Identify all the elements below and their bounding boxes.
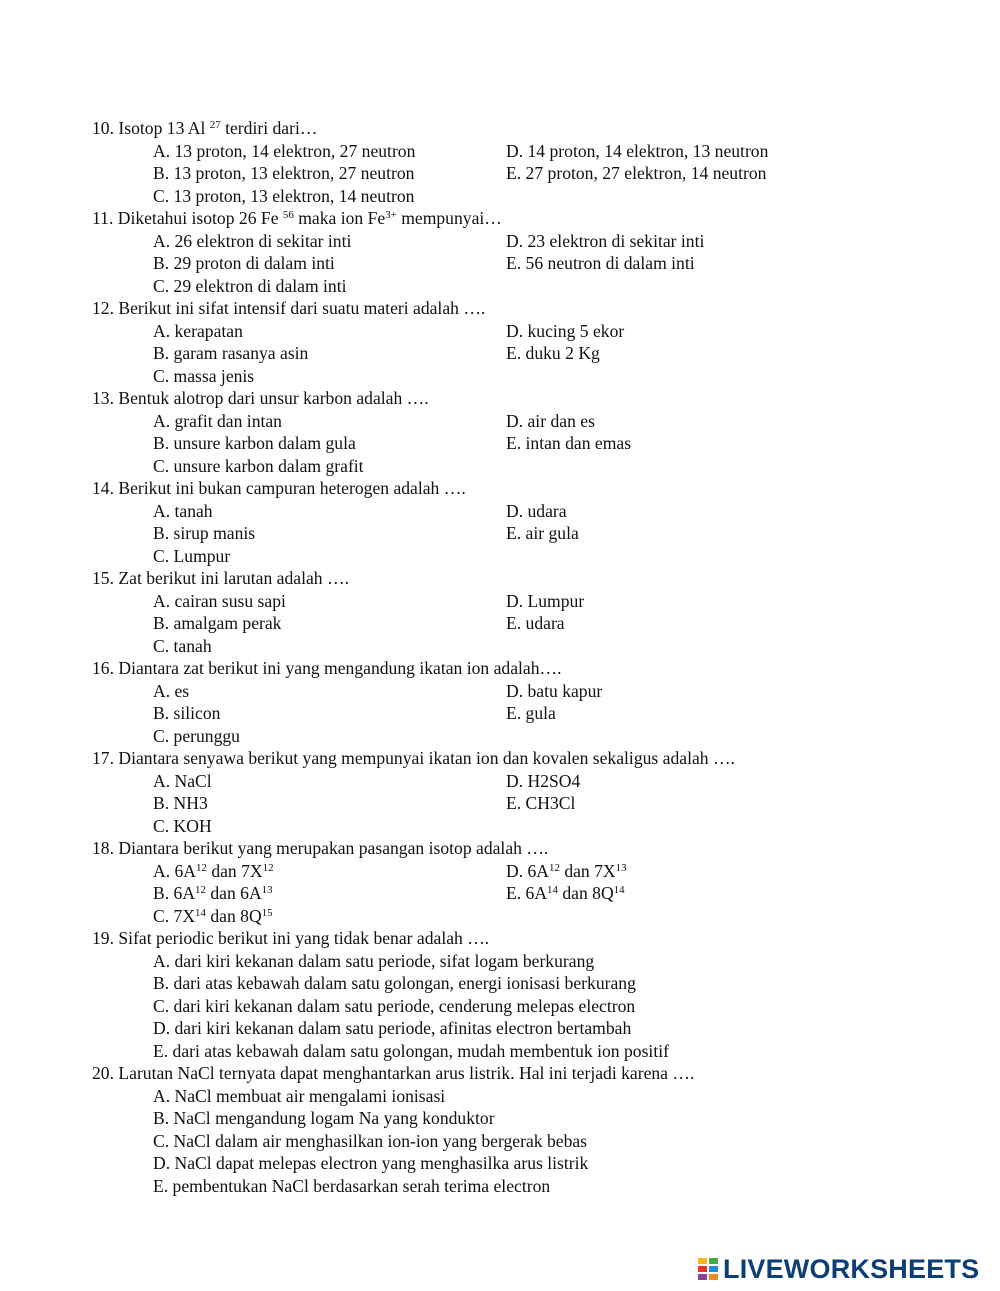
text-segment: D. Lumpur: [506, 590, 585, 611]
answer-option[interactable]: [506, 522, 579, 545]
answer-option[interactable]: [506, 342, 600, 365]
option-row: [0, 635, 1000, 658]
answer-option[interactable]: [506, 702, 556, 725]
option-row: [0, 365, 1000, 388]
option-row: [0, 860, 1000, 883]
liveworksheets-logo-icon: [697, 1257, 719, 1281]
answer-option[interactable]: [0, 252, 506, 275]
text-segment: D. H2SO4: [506, 770, 581, 791]
text-segment: 11. Diketahui isotop 26 Fe: [92, 208, 283, 228]
answer-option[interactable]: [0, 432, 506, 455]
superscript: 3+: [385, 209, 397, 221]
text-segment: 15. Zat berikut ini larutan adalah ….: [92, 568, 349, 588]
option-row: [0, 320, 1000, 343]
text-segment: 20. Larutan NaCl ternyata dapat menghantarkan arus listrik. Hal ini terjadi karena ….: [92, 1063, 695, 1083]
answer-option[interactable]: [0, 860, 506, 883]
text-segment: D. 6A: [506, 860, 550, 881]
option-row: [0, 905, 1000, 928]
option-row: [0, 522, 1000, 545]
answer-option[interactable]: [506, 410, 595, 433]
logo-square: [697, 1257, 708, 1265]
option-row: [0, 455, 1000, 478]
answer-option[interactable]: [506, 770, 580, 793]
superscript: 14: [195, 906, 206, 919]
text-segment: B. 6A: [153, 883, 196, 903]
answer-option[interactable]: [506, 252, 695, 275]
superscript: 14: [613, 884, 625, 896]
answer-option[interactable]: [506, 162, 766, 185]
text-segment: C. tanah: [153, 635, 212, 656]
text-segment: E. duku 2 Kg: [506, 343, 600, 363]
answer-option[interactable]: [506, 590, 584, 613]
option-row: [0, 252, 1000, 275]
text-segment: A. grafit dan intan: [153, 410, 282, 431]
question-block: [0, 567, 1000, 657]
logo-square: [708, 1273, 719, 1281]
answer-option[interactable]: [0, 185, 506, 208]
logo-square: [708, 1257, 719, 1265]
text-segment: E. dari atas kebawah dalam satu golongan, mudah membentuk ion positif: [153, 1040, 669, 1061]
text-segment: B. 13 proton, 13 elektron, 27 neutron: [153, 163, 415, 183]
answer-option[interactable]: [0, 792, 506, 815]
answer-option[interactable]: [506, 882, 625, 905]
answer-option[interactable]: [506, 320, 624, 343]
superscript: 27: [209, 119, 221, 131]
option-row: [0, 882, 1000, 905]
text-segment: maka ion Fe: [293, 208, 386, 228]
answer-option[interactable]: [0, 815, 506, 838]
text-segment: E. gula: [506, 703, 556, 723]
text-segment: dan 7X: [206, 860, 263, 881]
answer-option[interactable]: [506, 680, 602, 703]
text-segment: A. 6A: [153, 860, 197, 881]
answer-option[interactable]: [0, 365, 506, 388]
text-segment: 10. Isotop 13 Al: [92, 118, 210, 138]
answer-option[interactable]: [0, 972, 1000, 995]
answer-option[interactable]: [506, 792, 575, 815]
text-segment: A. NaCl: [153, 770, 212, 791]
answer-option[interactable]: [0, 905, 506, 928]
question-block: [0, 927, 1000, 1062]
question-block: [0, 207, 1000, 297]
text-segment: E. pembentukan NaCl berdasarkan serah terima electron: [153, 1175, 551, 1196]
option-row: [0, 590, 1000, 613]
logo-square: [697, 1273, 708, 1281]
superscript: 12: [549, 861, 560, 874]
answer-option[interactable]: [0, 342, 506, 365]
text-segment: D. 23 elektron di sekitar inti: [506, 230, 705, 251]
option-row: [0, 342, 1000, 365]
answer-option[interactable]: [0, 725, 506, 748]
option-row: [0, 230, 1000, 253]
option-row: [0, 500, 1000, 523]
text-segment: A. dari kiri kekanan dalam satu periode, sifat logam berkurang: [153, 950, 595, 971]
text-segment: B. garam rasanya asin: [153, 343, 309, 363]
question-stem: [0, 837, 1000, 860]
superscript: 56: [282, 209, 294, 221]
answer-option[interactable]: [506, 860, 627, 883]
answer-option[interactable]: [506, 230, 704, 253]
text-segment: B. NH3: [153, 793, 208, 813]
answer-option[interactable]: [0, 545, 506, 568]
text-segment: B. silicon: [153, 703, 221, 723]
answer-option[interactable]: [0, 410, 506, 433]
answer-option[interactable]: [0, 702, 506, 725]
question-block: [0, 117, 1000, 207]
text-segment: dan 7X: [559, 860, 616, 881]
text-segment: B. dari atas kebawah dalam satu golongan, energi ionisasi berkurang: [153, 973, 636, 993]
text-segment: D. batu kapur: [506, 680, 603, 701]
option-row: [0, 792, 1000, 815]
text-segment: A. 13 proton, 14 elektron, 27 neutron: [153, 140, 416, 161]
option-row: [0, 185, 1000, 208]
answer-option[interactable]: [0, 230, 506, 253]
superscript: 14: [547, 884, 558, 896]
answer-option[interactable]: [0, 1107, 1000, 1130]
text-segment: B. unsure karbon dalam gula: [153, 433, 356, 453]
option-row: [0, 432, 1000, 455]
superscript: 12: [196, 861, 207, 874]
text-segment: D. NaCl dapat melepas electron yang menghasilka arus listrik: [153, 1153, 589, 1173]
superscript: 12: [262, 861, 274, 874]
text-segment: 14. Berikut ini bukan campuran heterogen adalah ….: [92, 478, 466, 498]
answer-option[interactable]: [0, 162, 506, 185]
answer-option[interactable]: [0, 612, 506, 635]
answer-option[interactable]: [0, 1040, 1000, 1063]
option-row: [0, 770, 1000, 793]
option-row: [0, 680, 1000, 703]
answer-option[interactable]: [506, 500, 567, 523]
option-row: [0, 612, 1000, 635]
option-row: [0, 702, 1000, 725]
question-block: [0, 1062, 1000, 1197]
question-stem: [0, 747, 1000, 770]
question-block: [0, 837, 1000, 927]
text-segment: C. 13 proton, 13 elektron, 14 neutron: [153, 185, 415, 206]
question-stem: [0, 117, 1000, 140]
text-segment: A. 26 elektron di sekitar inti: [153, 230, 352, 251]
option-row: [0, 410, 1000, 433]
text-segment: C. unsure karbon dalam grafit: [153, 455, 364, 476]
text-segment: A. tanah: [153, 500, 213, 521]
text-segment: terdiri dari…: [220, 118, 318, 138]
superscript: 13: [261, 884, 273, 896]
text-segment: E. intan dan emas: [506, 433, 632, 453]
text-segment: A. kerapatan: [153, 320, 243, 341]
logo-square: [708, 1265, 719, 1273]
text-segment: dan 6A: [205, 883, 262, 903]
answer-option[interactable]: [0, 680, 506, 703]
worksheet-page: [0, 117, 1000, 1197]
liveworksheets-logo[interactable]: [697, 1254, 979, 1284]
question-stem: [0, 207, 1000, 230]
answer-option[interactable]: [0, 770, 506, 793]
question-block: [0, 477, 1000, 567]
answer-option[interactable]: [0, 590, 506, 613]
answer-option[interactable]: [0, 1017, 1000, 1040]
text-segment: E. 6A: [506, 883, 548, 903]
question-block: [0, 657, 1000, 747]
text-segment: E. udara: [506, 613, 565, 633]
option-row: [0, 725, 1000, 748]
answer-option[interactable]: [0, 1152, 1000, 1175]
text-segment: C. dari kiri kekanan dalam satu periode, cenderung melepas electron: [153, 995, 636, 1016]
answer-option[interactable]: [0, 455, 506, 478]
text-segment: E. 27 proton, 27 elektron, 14 neutron: [506, 163, 767, 183]
text-segment: D. udara: [506, 500, 567, 521]
text-segment: E. air gula: [506, 523, 579, 543]
text-segment: C. KOH: [153, 815, 212, 836]
text-segment: C. Lumpur: [153, 545, 231, 566]
text-segment: C. perunggu: [153, 725, 240, 746]
logo-text: LIVEWORKSHEETS: [723, 1253, 980, 1284]
option-row: [0, 162, 1000, 185]
text-segment: 19. Sifat periodic berikut ini yang tidak benar adalah ….: [92, 928, 490, 948]
text-segment: A. es: [153, 680, 190, 701]
text-segment: E. CH3Cl: [506, 793, 576, 813]
superscript: 12: [195, 884, 206, 896]
answer-option[interactable]: [0, 1085, 1000, 1108]
question-stem: [0, 567, 1000, 590]
question-block: [0, 747, 1000, 837]
answer-option[interactable]: [0, 635, 506, 658]
question-stem: [0, 387, 1000, 410]
text-segment: D. kucing 5 ekor: [506, 320, 625, 341]
text-segment: 17. Diantara senyawa berikut yang mempunyai ikatan ion dan kovalen sekaligus adalah ….: [92, 748, 735, 768]
answer-option[interactable]: [0, 140, 506, 163]
answer-option[interactable]: [506, 612, 565, 635]
text-segment: A. NaCl membuat air mengalami ionisasi: [153, 1085, 446, 1106]
question-stem: [0, 1062, 1000, 1085]
text-segment: D. air dan es: [506, 410, 595, 431]
question-stem: [0, 657, 1000, 680]
answer-option[interactable]: [0, 882, 506, 905]
answer-option[interactable]: [0, 995, 1000, 1018]
superscript: 15: [261, 906, 273, 919]
answer-option[interactable]: [0, 275, 506, 298]
text-segment: dan 8Q: [205, 905, 262, 926]
text-segment: C. 7X: [153, 905, 196, 926]
text-segment: C. 29 elektron di dalam inti: [153, 275, 347, 296]
text-segment: E. 56 neutron di dalam inti: [506, 253, 695, 273]
text-segment: D. 14 proton, 14 elektron, 13 neutron: [506, 140, 769, 161]
text-segment: B. sirup manis: [153, 523, 256, 543]
option-row: [0, 815, 1000, 838]
text-segment: A. cairan susu sapi: [153, 590, 286, 611]
option-row: [0, 140, 1000, 163]
answer-option[interactable]: [0, 320, 506, 343]
text-segment: 18. Diantara berikut yang merupakan pasangan isotop adalah ….: [92, 838, 549, 858]
text-segment: B. 29 proton di dalam inti: [153, 253, 335, 273]
text-segment: D. dari kiri kekanan dalam satu periode, afinitas electron bertambah: [153, 1018, 632, 1038]
text-segment: 13. Bentuk alotrop dari unsur karbon adalah ….: [92, 388, 429, 408]
answer-option[interactable]: [0, 500, 506, 523]
superscript: 13: [615, 861, 627, 874]
answer-option[interactable]: [0, 1130, 1000, 1153]
text-segment: mempunyai…: [396, 208, 502, 228]
text-segment: dan 8Q: [557, 883, 614, 903]
answer-option[interactable]: [506, 140, 768, 163]
question-stem: [0, 927, 1000, 950]
question-block: [0, 387, 1000, 477]
answer-option[interactable]: [0, 950, 1000, 973]
answer-option[interactable]: [506, 432, 631, 455]
option-row: [0, 545, 1000, 568]
question-stem: [0, 297, 1000, 320]
text-segment: C. NaCl dalam air menghasilkan ion-ion yang bergerak bebas: [153, 1130, 588, 1151]
question-stem: [0, 477, 1000, 500]
text-segment: C. massa jenis: [153, 365, 255, 386]
logo-square: [697, 1265, 708, 1273]
option-row: [0, 275, 1000, 298]
question-block: [0, 297, 1000, 387]
text-segment: 12. Berikut ini sifat intensif dari suatu materi adalah ….: [92, 298, 486, 318]
answer-option[interactable]: [0, 522, 506, 545]
text-segment: 16. Diantara zat berikut ini yang mengandung ikatan ion adalah….: [92, 658, 562, 678]
text-segment: B. amalgam perak: [153, 613, 282, 633]
answer-option[interactable]: [0, 1175, 1000, 1198]
text-segment: B. NaCl mengandung logam Na yang konduktor: [153, 1108, 495, 1128]
